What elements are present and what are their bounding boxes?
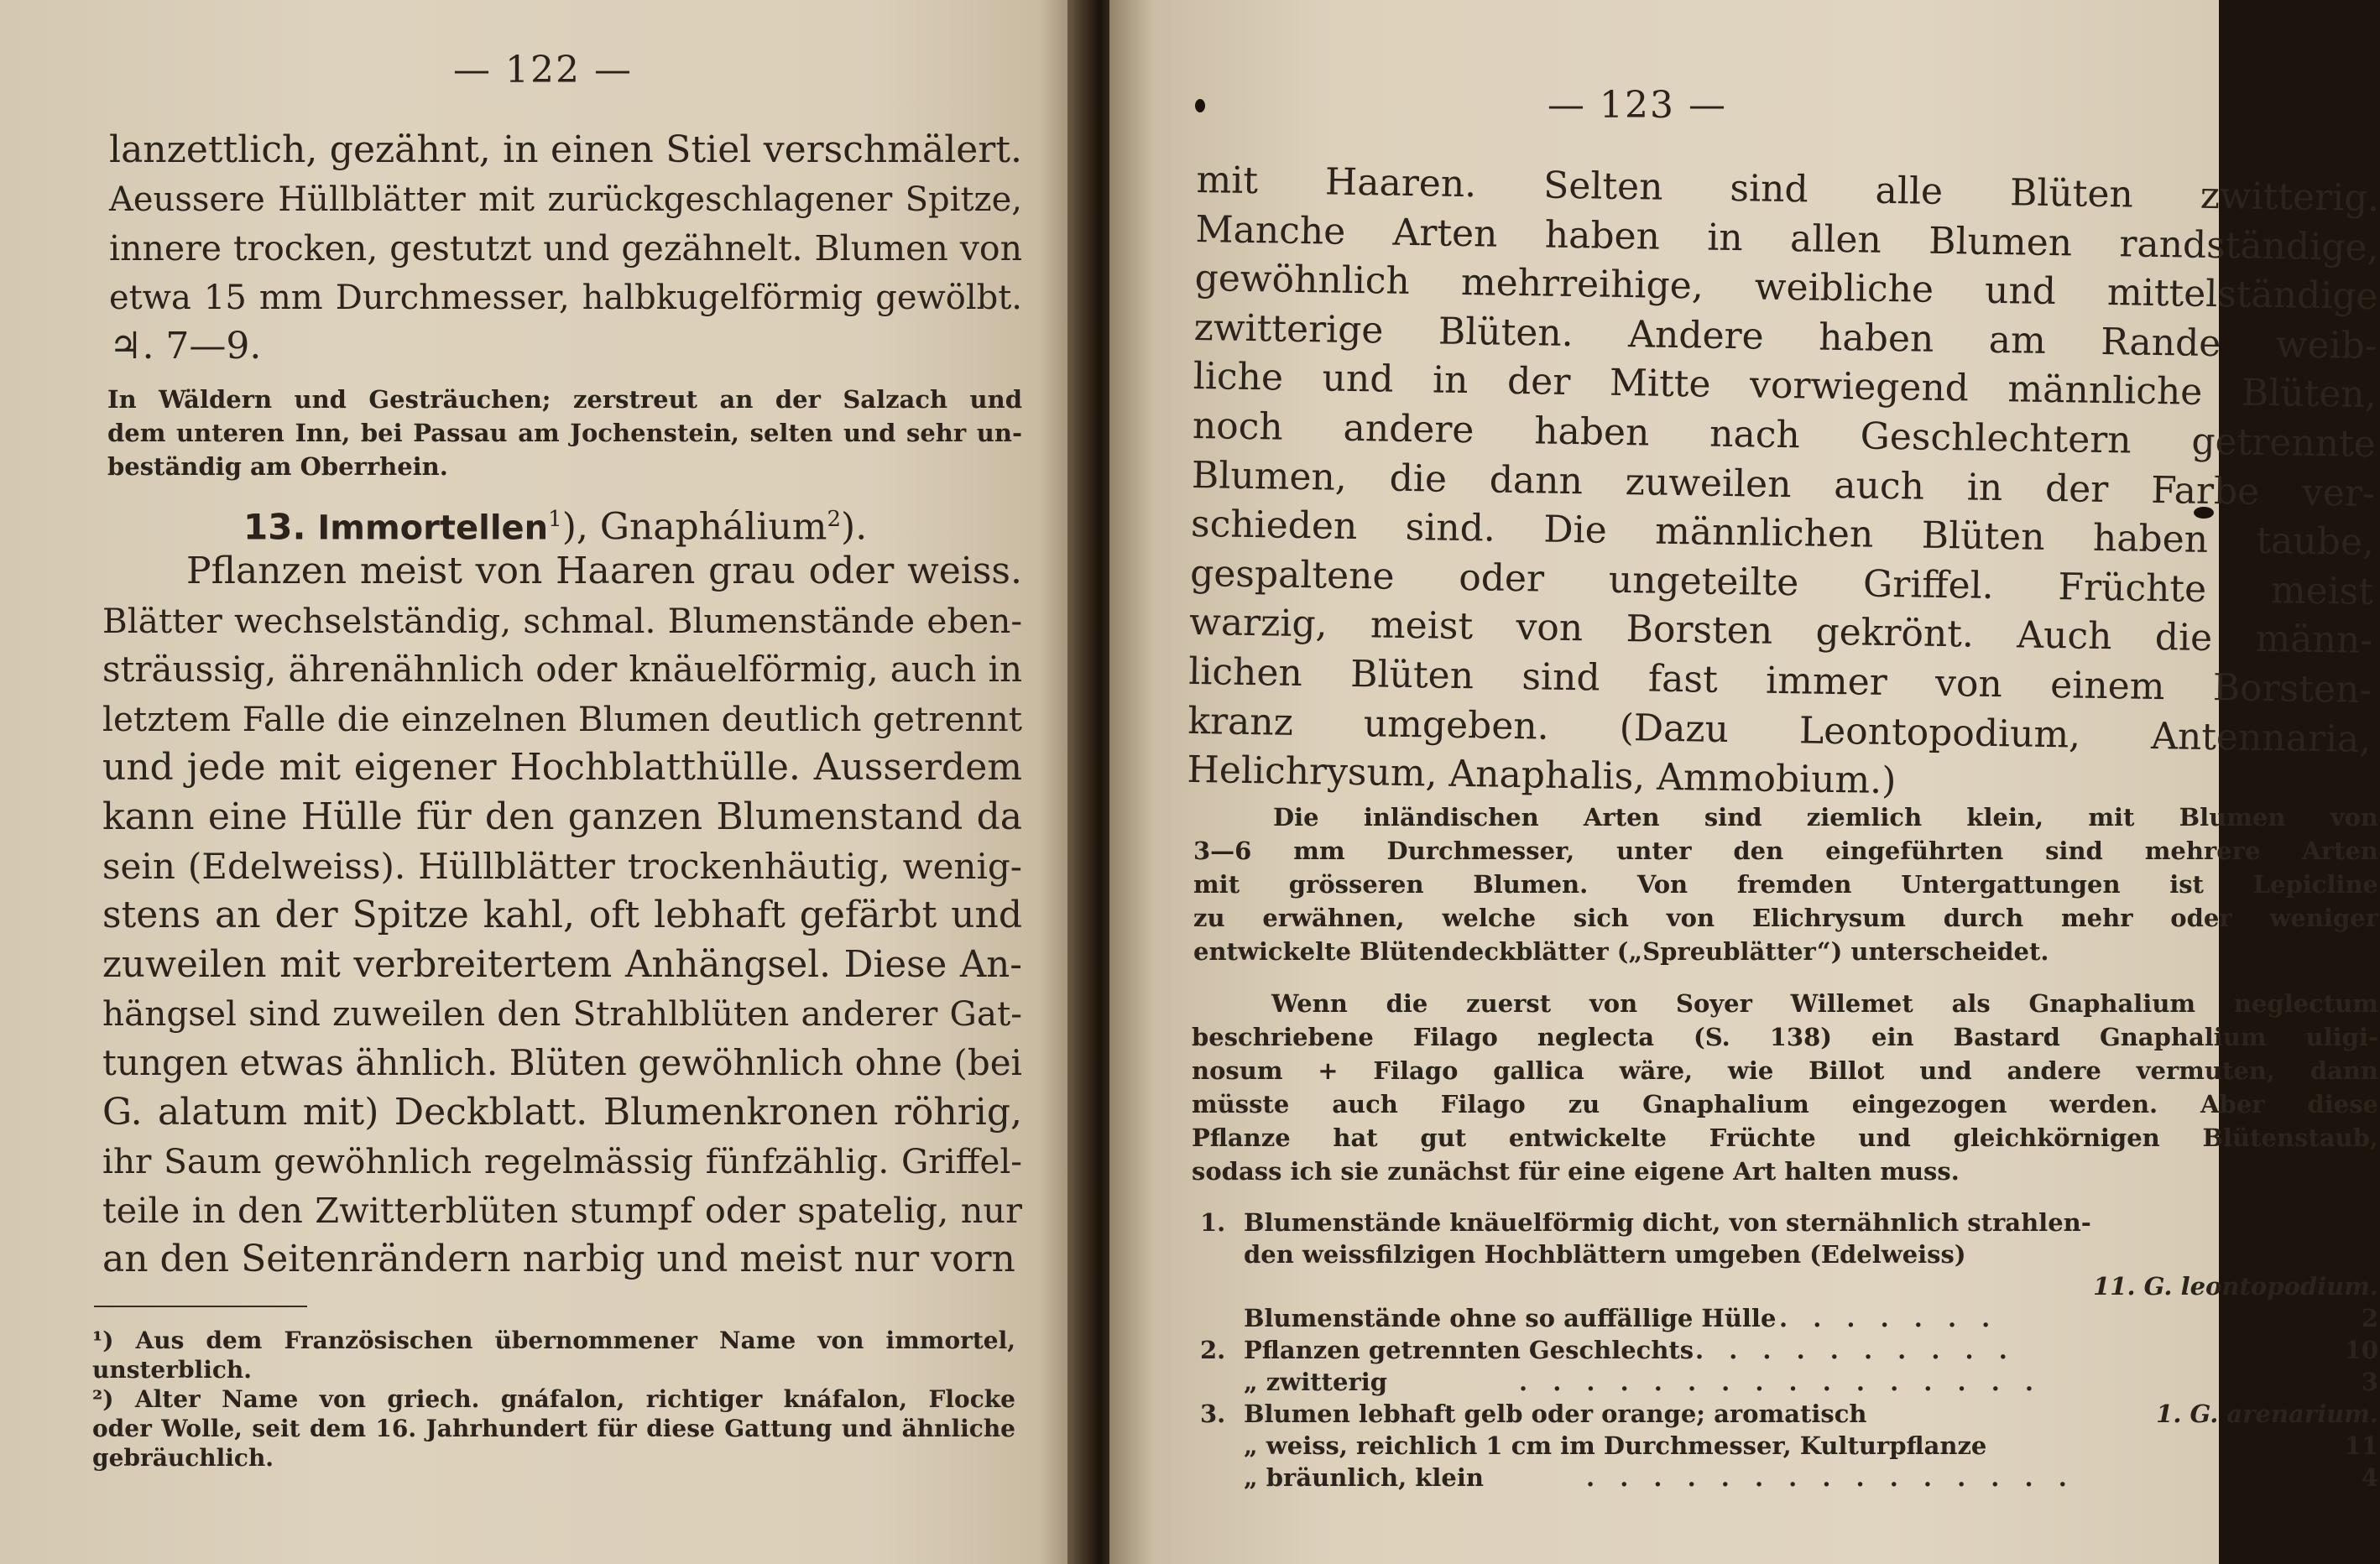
note-line: nosum + Filago gallica wäre, wie Billot und andere vermuten, dann [1192,1056,2378,1085]
key-text: „ zwitterig [1244,1368,1388,1396]
text-line: Blätter wechselständig, schmal. Blumenstände eben- [102,600,1022,641]
text-line: Aeussere Hüllblätter mit zurückgeschlagener Spitze, [109,180,1022,219]
key-reference: 3 [2361,1368,2378,1396]
genus-latin-name: Gnaphálium [599,505,827,549]
genus-heading [243,492,999,549]
species-note [1193,800,2378,968]
text-line: hängsel sind zuweilen den Strahlblüten anderer Gat- [102,993,1022,1035]
text-line: warzig, meist von Borsten gekrönt. Auch die männ- [1188,601,2373,663]
key-leader-dots: . . . . . . . . . . [1695,1336,2016,1364]
text-line: zwitterige Blüten. Andere haben am Rande weib- [1193,305,2378,368]
key-reference: 11 [2344,1431,2378,1460]
note-line: Wenn die zuerst von Soyer Willemet als Gnaphalium neglectum [1271,989,2378,1018]
note-line: sodass ich sie zunächst für eine eigene Art halten muss. [1192,1157,1960,1186]
note-line: entwickelte Blütendeckblätter („Spreublätter“) unterscheidet. [1193,937,2049,966]
key-reference: 1. G. arenarium. [2156,1400,2378,1428]
text-line: kann eine Hülle für den ganzen Blumenstand da [102,795,1022,838]
key-row [1200,1207,2378,1238]
hybrid-note [1192,987,2378,1188]
key-row [1200,1398,2378,1430]
footnote-line: ²) Alter Name von griech. gnáfalon, richtiger knáfalon, Flocke [92,1385,1015,1413]
text-line: zuweilen mit verbreitertem Anhängsel. Diese An- [102,943,1022,986]
key-row [1200,1430,2378,1462]
text-line: gewöhnlich mehrreihige, weibliche und mittelständige [1194,257,2378,319]
text-line: gespaltene oder ungeteilte Griffel. Früchte meist [1189,551,2374,613]
habitat-note [107,383,1022,483]
footnote-ref-2: 2 [827,507,842,532]
note-line: mit grösseren Blumen. Von fremden Untergattungen ist Lepicline [1193,870,2378,899]
text-line: etwa 15 mm Durchmesser, halbkugelförmig gewölbt. [109,278,1022,317]
key-text: Blumen lebhaft gelb oder orange; aromatisch [1244,1400,1867,1428]
heading-separator: ), [561,505,600,549]
page-number: — 123 — [1548,84,1727,127]
text-line: liche und in der Mitte vorwiegend männliche Blüten, [1193,355,2377,417]
right-page [1109,0,2380,1564]
footnotes [92,1326,1015,1473]
note-line: Die inländischen Arten sind ziemlich klein, mit Blumen von [1273,803,2378,832]
key-row [1200,1366,2378,1398]
note-line: zu erwähnen, welche sich von Elichrysum durch mehr oder weniger [1193,904,2378,932]
text-line: stens an der Spitze kahl, oft lebhaft gefärbt und [102,894,1022,937]
text-line: letztem Falle die einzelnen Blumen deutlich getrennt [102,698,1022,739]
key-text: den weissfilzigen Hochblättern umgeben (Edelweiss) [1244,1240,1966,1269]
footnote-rule [94,1306,307,1307]
habitat-line: In Wäldern und Gesträuchen; zerstreut an der Salzach und [107,385,1022,414]
footnote-line: oder Wolle, seit dem 16. Jahrhundert für diese Gattung und ähnliche [92,1415,1015,1442]
text-line: Manche Arten haben in allen Blumen randständige, [1195,207,2379,269]
key-text: „ weiss, reichlich 1 cm im Durchmesser, Kulturpflanze [1244,1431,1987,1460]
text-line: Helichrysum, Anaphalis, Ammobium.) [1187,748,1897,803]
text-line: G. alatum mit) Deckblatt. Blumenkronen röhrig, [102,1090,1022,1134]
genus-description-continued [1187,156,2380,814]
text-line: noch andere haben nach Geschlechtern getrennte [1192,404,2377,467]
text-line: ♃. 7—9. [109,325,262,368]
key-row [1200,1334,2378,1366]
text-line: teile in den Zwitterblüten stumpf oder spatelig, nur [102,1189,1022,1231]
key-leader-dots: . . . . . . . . . . . . . . . . [1519,1368,2042,1396]
text-line: tungen etwas ähnlich. Blüten gewöhnlich ohne (bei [102,1041,1022,1083]
text-line: an den Seitenrändern narbig und meist nur vorn [102,1238,1015,1281]
note-line: 3—6 mm Durchmesser, unter den eingeführten sind mehrere Arten [1193,837,2378,865]
key-number: 1. [1200,1208,1226,1237]
key-row [1200,1462,2378,1494]
footnote-line: ¹) Aus dem Französischen übernommener Name von immortel, [92,1327,1015,1354]
key-text: Pflanzen getrennten Geschlechts [1244,1336,1694,1364]
text-line: innere trocken, gestutzt und gezähnelt. Blumen von [109,228,1022,269]
habitat-line: dem unteren Inn, bei Passau am Jochenstein, selten und sehr un- [107,419,1022,447]
text-line: sein (Edelweiss). Hüllblätter trockenhäutig, wenig- [102,845,1022,887]
footnote-line: unsterblich. [92,1356,252,1384]
left-page [0,0,1083,1564]
key-number: 3. [1200,1400,1226,1428]
key-row [1200,1238,2378,1270]
genus-common-name: Immortellen [317,508,549,548]
page-number: — 122 — [453,49,633,91]
habitat-line: beständig am Oberrhein. [107,452,448,481]
text-line: ihr Saum gewöhnlich regelmässig fünfzählig. Griffel- [102,1141,1022,1182]
key-text: „ bräunlich, klein [1244,1463,1484,1492]
text-line: lichen Blüten sind fast immer von einem Borsten- [1187,649,2372,712]
heading-end: ). [841,505,868,549]
identification-key [1200,1207,2378,1494]
genus-number: 13. [243,506,306,548]
text-line: Blumen, die dann zuweilen auch in der Farbe ver- [1191,453,2376,515]
key-reference: 4 [2361,1463,2378,1492]
key-reference: 10 [2344,1336,2378,1364]
key-text: Blumenstände knäuelförmig dicht, von sternähnlich strahlen- [1244,1208,2091,1237]
key-reference: 11. G. leontopodium. [2093,1272,2378,1301]
text-line: mit Haaren. Selten sind alle Blüten zwitterig. [1196,158,2380,221]
text-line: lanzettlich, gezähnt, in einen Stiel verschmälert. [109,128,1022,171]
ink-mark [1195,99,1205,112]
key-row [1200,1270,2378,1302]
note-line: Pflanze hat gut entwickelte Früchte und gleichkörnigen Blütenstaub, [1192,1123,2378,1152]
text-line: schieden sind. Die männlichen Blüten haben taube, [1190,503,2375,565]
key-leader-dots: . . . . . . . [1779,1304,1999,1332]
text-line: und jede mit eigener Hochblatthülle. Ausserdem [102,746,1022,790]
note-line: müsste auch Filago zu Gnaphalium eingezogen werden. Aber diese [1192,1090,2378,1118]
key-leader-dots: . . . . . . . . . . . . . . . [1586,1463,2075,1492]
key-reference: 2 [2361,1304,2378,1332]
footnote-line: gebräuchlich. [92,1444,274,1472]
genus-description [102,547,1022,1285]
footnote-ref-1: 1 [548,507,562,532]
key-number: 2. [1200,1336,1226,1364]
key-text: Blumenstände ohne so auffällige Hülle [1244,1304,1777,1332]
text-line: sträussig, ährenähnlich oder knäuelförmig, auch in [102,649,1022,691]
key-row [1200,1302,2378,1334]
text-line: kranz umgeben. (Dazu Leontopodium, Antennaria, [1187,699,2372,761]
text-line: Pflanzen meist von Haaren grau oder weiss. [186,550,1022,592]
text-block-continued [109,126,1022,372]
note-line: beschriebene Filago neglecta (S. 138) ein Bastard Gnaphalium uligi- [1192,1023,2378,1051]
